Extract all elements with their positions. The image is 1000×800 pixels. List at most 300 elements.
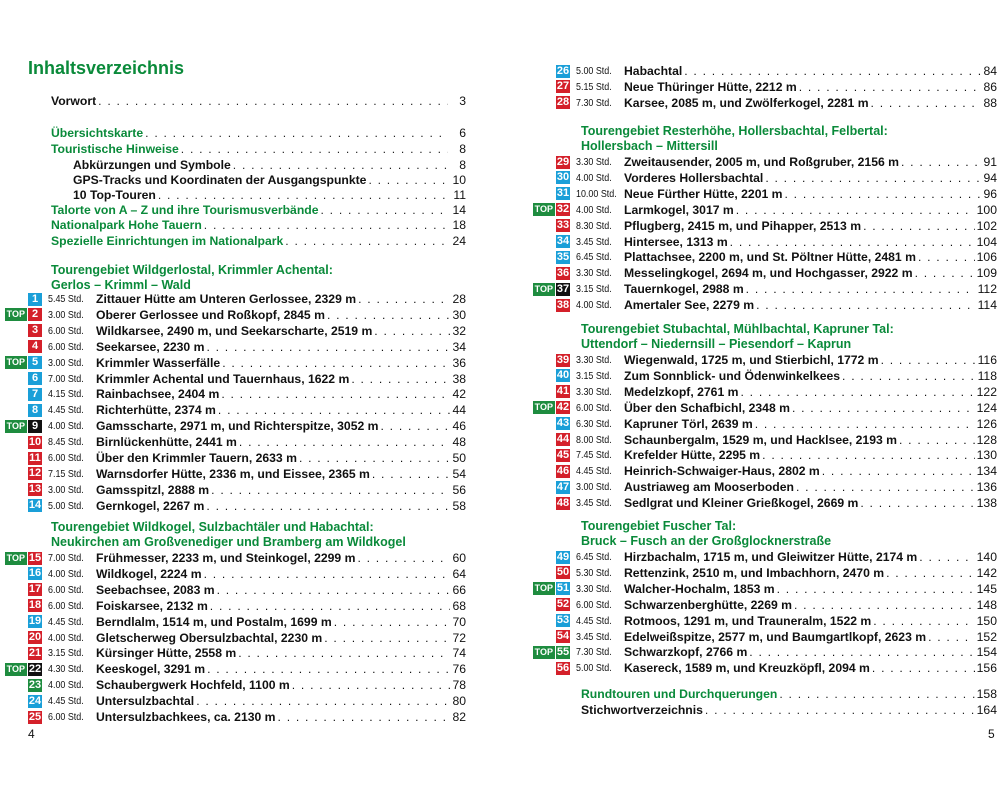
- leader-dots: [873, 613, 974, 629]
- tour-name: Austriaweg am Mooserboden: [624, 480, 794, 495]
- tour-badge: [2, 599, 48, 612]
- leader-dots: [327, 307, 451, 323]
- tour-page: 118: [977, 368, 997, 383]
- tour-badge: [2, 308, 48, 321]
- tour-entry: [2, 402, 466, 418]
- tour-number: 38: [556, 298, 570, 311]
- tour-number: 43: [556, 417, 570, 430]
- leader-dots: [901, 154, 981, 170]
- tour-badge: [530, 598, 576, 611]
- leader-dots: [285, 233, 448, 249]
- top-tour-badge: TOP: [534, 402, 553, 413]
- tour-page: 140: [976, 550, 997, 564]
- toc-entry-label: Vorwort: [51, 94, 97, 108]
- tour-entry: [530, 549, 997, 565]
- tour-badge: [2, 615, 48, 628]
- toc-entry-page: 11: [453, 188, 466, 202]
- tour-number: 56: [556, 661, 570, 674]
- tour-name: Medelzkopf, 2761 m: [624, 384, 739, 399]
- top-tour-badge: TOP: [534, 646, 553, 657]
- tour-number: 30: [556, 171, 570, 184]
- leader-dots: [756, 297, 975, 313]
- tour-number: 2: [28, 308, 42, 321]
- leader-dots: [777, 581, 975, 597]
- tour-badge: [530, 401, 576, 414]
- tour-entry: [530, 644, 997, 660]
- tour-duration: 3.00 Std.: [576, 481, 612, 494]
- top-tour-badge: TOP: [534, 583, 553, 594]
- leader-dots: [755, 416, 975, 432]
- leader-dots: [196, 693, 450, 709]
- tour-page: 32: [452, 323, 466, 338]
- tour-page: 138: [976, 496, 997, 511]
- tour-duration: 5.00 Std.: [576, 662, 612, 675]
- tour-name: Krimmler Achental und Tauernhaus, 1622 m: [96, 371, 350, 386]
- leader-dots: [822, 463, 975, 479]
- tour-badge: [2, 631, 48, 644]
- leader-dots: [217, 582, 451, 598]
- region-heading: Tourengebiet Fuscher Tal:: [581, 519, 737, 533]
- leader-dots: [158, 187, 448, 203]
- tour-number: 35: [556, 250, 570, 263]
- tour-page: 78: [452, 678, 466, 693]
- leader-dots: [792, 400, 975, 416]
- tour-duration: 7.00 Std.: [48, 372, 84, 385]
- tour-duration: 3.15 Std.: [576, 283, 612, 296]
- tour-duration: 3.30 Std.: [576, 267, 612, 280]
- tour-badge: [530, 80, 576, 93]
- toc-entry-label: Abkürzungen und Symbole: [73, 158, 231, 172]
- tour-number: 5: [28, 356, 42, 369]
- tour-number: 44: [556, 433, 570, 445]
- tour-duration: 3.00 Std.: [48, 483, 84, 496]
- tour-duration: 4.00 Std.: [48, 679, 84, 692]
- tour-duration: 3.30 Std.: [576, 582, 612, 595]
- tour-number: 34: [556, 235, 570, 247]
- tour-entry: [530, 416, 997, 432]
- leader-dots: [730, 234, 975, 250]
- tour-name: Seebachsee, 2083 m: [96, 582, 215, 597]
- tour-entry: [2, 339, 466, 355]
- tour-page: 114: [977, 298, 997, 313]
- tour-duration: 4.45 Std.: [576, 614, 612, 627]
- tour-name: Seekarsee, 2230 m: [96, 339, 205, 354]
- toc-entry-label: Übersichtskarte: [51, 126, 144, 140]
- tour-duration: 6.00 Std.: [48, 583, 84, 596]
- leader-dots: [181, 141, 448, 157]
- leader-dots: [299, 450, 450, 466]
- tour-page: 68: [452, 598, 466, 613]
- tour-page: 34: [452, 339, 466, 354]
- tour-duration: 8.30 Std.: [576, 219, 612, 232]
- tour-name: Wiegenwald, 1725 m, und Stierbichl, 1772 m: [624, 353, 879, 367]
- tour-duration: 5.45 Std.: [48, 293, 84, 305]
- tour-duration: 6.30 Std.: [576, 417, 612, 430]
- toc-entry: [581, 702, 997, 718]
- region-subheading: Uttendorf – Niedernsill – Piesendorf – Kaprun: [581, 337, 852, 351]
- tour-duration: 3.45 Std.: [576, 630, 612, 643]
- tour-number: 21: [28, 646, 42, 659]
- leader-dots: [321, 202, 449, 218]
- tour-number: 37: [556, 282, 570, 295]
- leader-dots: [899, 432, 975, 448]
- tour-badge: [2, 695, 48, 708]
- tour-duration: 7.30 Std.: [576, 646, 612, 659]
- toc-entry-page: 8: [459, 158, 466, 172]
- tour-name: Edelweißspitze, 2577 m, und Baumgartlkopf, 2623 m: [624, 629, 927, 644]
- tour-name: Hintersee, 1313 m: [624, 234, 728, 249]
- tour-name: Über den Schafbichl, 2348 m: [624, 400, 790, 415]
- tour-entry: [2, 709, 466, 725]
- tour-number: 29: [556, 155, 570, 168]
- tour-page: 109: [976, 266, 997, 281]
- tour-page: 28: [452, 292, 466, 306]
- tour-entry: [530, 629, 997, 645]
- tour-number: 15: [28, 551, 42, 564]
- toc-entry-page: 8: [459, 142, 466, 156]
- tour-entry: [530, 63, 997, 79]
- tour-entry: [530, 581, 997, 597]
- tour-number: 9: [28, 420, 42, 433]
- tour-name: Rettenzink, 2510 m, und Imbachhorn, 2470 m: [624, 565, 885, 580]
- tour-name: Oberer Gerlossee und Roßkopf, 2845 m: [96, 307, 325, 322]
- tour-entry: [2, 693, 466, 709]
- toc-entry-page: 164: [976, 703, 997, 717]
- leader-dots: [799, 79, 982, 95]
- tour-name: Kapruner Törl, 2639 m: [624, 416, 753, 431]
- tour-entry: [2, 307, 466, 323]
- tour-page: 112: [977, 282, 997, 297]
- tour-entry: [530, 660, 997, 676]
- tour-duration: 6.00 Std.: [576, 598, 612, 611]
- tour-number: 45: [556, 448, 570, 461]
- tour-page: 148: [976, 597, 997, 612]
- tour-badge: [2, 372, 48, 385]
- page-title: Inhaltsverzeichnis: [28, 58, 185, 78]
- tour-entry: [530, 95, 997, 111]
- tour-number: 24: [28, 694, 42, 707]
- tour-entry: [530, 352, 997, 368]
- tour-badge: [530, 219, 576, 232]
- tour-duration: 5.30 Std.: [576, 566, 612, 579]
- tour-page: 124: [976, 400, 997, 415]
- leader-dots: [919, 549, 974, 565]
- tour-name: Amertaler See, 2279 m: [624, 298, 755, 313]
- leader-dots: [705, 702, 975, 718]
- tour-duration: 6.45 Std.: [576, 251, 612, 264]
- tour-name: Rainbachsee, 2404 m: [96, 387, 220, 402]
- tour-entry: [530, 218, 997, 234]
- tour-duration: 4.00 Std.: [48, 567, 84, 580]
- tour-name: Zweitausender, 2005 m, und Roßgruber, 2156 m: [624, 155, 899, 169]
- tour-page: 96: [983, 186, 997, 201]
- tour-number: 33: [556, 219, 570, 232]
- tour-entry: [2, 466, 466, 482]
- tour-entry: [2, 434, 466, 450]
- tour-badge: [530, 96, 576, 109]
- tour-name: Schwarzenberghütte, 2269 m: [624, 597, 792, 612]
- tour-page: 86: [983, 79, 997, 94]
- tour-name: Krimmler Wasserfälle: [96, 355, 221, 370]
- tour-badge: [530, 187, 576, 200]
- tour-name: Gernkogel, 2267 m: [96, 498, 205, 513]
- tour-duration: 7.15 Std.: [48, 467, 84, 480]
- tour-duration: 5.00 Std.: [48, 499, 84, 512]
- tour-number: 23: [28, 678, 42, 691]
- leader-dots: [218, 402, 451, 418]
- tour-page: 42: [452, 387, 466, 402]
- tour-name: Heinrich-Schwaiger-Haus, 2802 m: [624, 464, 820, 479]
- tour-duration: 4.00 Std.: [48, 420, 84, 433]
- tour-number: 49: [556, 550, 570, 563]
- tour-number: 55: [556, 645, 570, 658]
- leader-dots: [863, 218, 975, 234]
- tour-entry: [2, 566, 466, 582]
- tour-page: 156: [976, 661, 997, 676]
- leader-dots: [238, 645, 450, 661]
- toc-entry-page: 6: [459, 126, 466, 140]
- region-subheading: Gerlos – Krimml – Wald: [51, 278, 191, 292]
- tour-badge: [530, 65, 576, 78]
- leader-dots: [842, 368, 976, 384]
- tour-duration: 7.30 Std.: [576, 96, 612, 109]
- tour-badge: [530, 354, 576, 367]
- tour-duration: 4.30 Std.: [48, 663, 84, 676]
- toc-entry-label: 10 Top-Touren: [73, 188, 156, 202]
- tour-duration: 6.45 Std.: [576, 551, 612, 563]
- tour-duration: 4.00 Std.: [576, 171, 612, 184]
- tour-name: Neue Fürther Hütte, 2201 m: [624, 186, 783, 201]
- tour-entry: [2, 418, 466, 434]
- leader-dots: [736, 202, 975, 218]
- tour-page: 128: [976, 432, 997, 447]
- leader-dots: [358, 291, 450, 307]
- leader-dots: [740, 384, 974, 400]
- leader-dots: [796, 479, 975, 495]
- tour-entry: [530, 368, 997, 384]
- tour-entry: [530, 202, 997, 218]
- tour-badge: [2, 499, 48, 512]
- page-number: 4: [28, 727, 35, 741]
- tour-page: 126: [976, 416, 997, 431]
- tour-number: 28: [556, 96, 570, 109]
- toc-entry-label: Rundtouren und Durchquerungen: [581, 687, 778, 701]
- tour-page: 74: [452, 646, 466, 661]
- toc-entry: [73, 172, 466, 188]
- tour-number: 6: [28, 372, 42, 385]
- tour-page: 122: [976, 384, 997, 399]
- toc-entry-label: GPS-Tracks und Koordinaten der Ausgangspunkte: [73, 173, 367, 187]
- tour-page: 145: [976, 581, 997, 596]
- tour-duration: 3.45 Std.: [576, 497, 612, 510]
- leader-dots: [886, 565, 975, 581]
- tour-badge: [2, 552, 48, 565]
- tour-number: 18: [28, 599, 42, 612]
- leader-dots: [206, 339, 450, 355]
- toc-entry: [51, 217, 466, 233]
- tour-entry: [530, 384, 997, 400]
- tour-entry: [530, 154, 997, 170]
- tour-number: 53: [556, 614, 570, 627]
- tour-number: 48: [556, 496, 570, 509]
- leader-dots: [98, 93, 448, 109]
- toc-entry-label: Nationalpark Hohe Tauern: [51, 218, 202, 232]
- region-subheading: Hollersbach – Mittersill: [581, 139, 718, 153]
- tour-number: 10: [28, 435, 42, 448]
- tour-badge: [2, 452, 48, 465]
- tour-duration: 4.45 Std.: [48, 615, 84, 628]
- region-heading: Tourengebiet Wildkogel, Sulzbachtäler und Habachtal:: [51, 520, 374, 534]
- toc-entry-page: 158: [976, 687, 997, 701]
- tour-name: Berndlalm, 1514 m, und Postalm, 1699 m: [96, 614, 332, 629]
- tour-page: 38: [452, 371, 466, 386]
- leader-dots: [915, 265, 975, 281]
- tour-number: 54: [556, 630, 570, 642]
- tour-badge: [2, 663, 48, 676]
- tour-duration: 6.00 Std.: [48, 452, 84, 464]
- tour-badge: [2, 436, 48, 449]
- tour-number: 27: [556, 80, 570, 93]
- region-subheading: Neukirchen am Großvenediger und Bramberg am Wildkogel: [51, 535, 406, 549]
- tour-name: Untersulzbachkees, ca. 2130 m: [96, 710, 276, 724]
- tour-name: Walcher-Hochalm, 1853 m: [624, 581, 775, 596]
- tour-number: 13: [28, 483, 42, 496]
- region-heading: Tourengebiet Resterhöhe, Hollersbachtal, Felbertal:: [581, 124, 888, 138]
- tour-number: 51: [556, 582, 570, 595]
- tour-entry: [530, 170, 997, 186]
- tour-page: 36: [452, 355, 466, 370]
- tour-duration: 6.00 Std.: [48, 340, 84, 353]
- tour-badge: [2, 483, 48, 496]
- tour-page: 94: [983, 170, 997, 185]
- tour-duration: 6.00 Std.: [576, 401, 612, 414]
- tour-duration: 6.00 Std.: [48, 711, 84, 723]
- toc-entry-label: Stichwortverzeichnis: [581, 703, 703, 717]
- tour-name: Messelingkogel, 2694 m, und Hochgasser, 2922 m: [624, 266, 913, 281]
- tour-badge: [2, 583, 48, 596]
- tour-entry: [530, 447, 997, 463]
- leader-dots: [684, 63, 981, 79]
- tour-number: 16: [28, 567, 42, 580]
- tour-duration: 3.30 Std.: [576, 354, 612, 366]
- leader-dots: [233, 157, 448, 173]
- tour-name: Schaunbergalm, 1529 m, und Hacklsee, 2193 m: [624, 432, 897, 447]
- tour-badge: [2, 679, 48, 692]
- leader-dots: [860, 495, 974, 511]
- tour-entry: [2, 582, 466, 598]
- tour-entry: [530, 432, 997, 448]
- leader-dots: [749, 644, 974, 660]
- tour-duration: 5.00 Std.: [576, 65, 612, 77]
- tour-duration: 3.30 Std.: [576, 156, 612, 168]
- tour-name: Wildkogel, 2224 m: [96, 566, 202, 581]
- tour-page: 48: [452, 435, 466, 450]
- toc-entry: [73, 157, 466, 173]
- tour-badge: [530, 481, 576, 494]
- tour-number: 4: [28, 340, 42, 353]
- leader-dots: [762, 447, 975, 463]
- tour-number: 17: [28, 583, 42, 596]
- leader-dots: [210, 598, 451, 614]
- tour-name: Kürsinger Hütte, 2558 m: [96, 646, 237, 661]
- tour-page: 106: [976, 250, 997, 265]
- tour-page: 130: [976, 448, 997, 463]
- tour-number: 31: [556, 187, 570, 200]
- tour-name: Vorderes Hollersbachtal: [624, 170, 764, 185]
- tour-entry: [2, 323, 466, 339]
- toc-entry: [51, 233, 466, 249]
- tour-entry: [530, 234, 997, 250]
- toc-entry: [51, 93, 466, 109]
- leader-dots: [779, 686, 974, 702]
- tour-badge: [530, 646, 576, 659]
- top-tour-badge: TOP: [534, 204, 553, 215]
- leader-dots: [872, 660, 975, 676]
- tour-entry: [2, 630, 466, 646]
- tour-badge: [530, 156, 576, 169]
- tour-duration: 3.15 Std.: [48, 647, 84, 660]
- tour-duration: 3.30 Std.: [576, 385, 612, 398]
- tour-entry: [2, 291, 466, 307]
- leader-dots: [278, 709, 451, 725]
- tour-badge: [530, 566, 576, 579]
- tour-badge: [2, 404, 48, 417]
- tour-entry: [2, 598, 466, 614]
- tour-badge: [530, 369, 576, 382]
- tour-number: 20: [28, 631, 42, 643]
- tour-number: 52: [556, 598, 570, 611]
- tour-entry: [2, 371, 466, 387]
- tour-page: 60: [452, 551, 466, 565]
- tour-page: 150: [976, 613, 997, 628]
- tour-name: Birnlückenhütte, 2441 m: [96, 435, 237, 450]
- tour-page: 134: [976, 464, 997, 479]
- leader-dots: [374, 323, 450, 339]
- tour-name: Gletscherweg Obersulzbachtal, 2230 m: [96, 630, 323, 645]
- tour-name: Plattachsee, 2200 m, und St. Pöltner Hütte, 2481 m: [624, 250, 916, 265]
- tour-duration: 8.00 Std.: [576, 433, 612, 446]
- tour-number: 14: [28, 499, 42, 512]
- tour-name: Foiskarsee, 2132 m: [96, 598, 208, 613]
- leader-dots: [351, 371, 450, 387]
- top-tour-badge: TOP: [534, 283, 553, 294]
- tour-entry: [2, 482, 466, 498]
- tour-page: 46: [452, 419, 466, 434]
- tour-badge: [530, 283, 576, 296]
- tour-duration: 4.15 Std.: [48, 388, 84, 401]
- tour-page: 56: [452, 482, 466, 497]
- tour-name: Gamsscharte, 2971 m, und Richterspitze, 3052 m: [96, 419, 379, 434]
- tour-duration: 5.15 Std.: [576, 80, 612, 93]
- toc-entry: [51, 125, 466, 141]
- tour-duration: 4.00 Std.: [48, 631, 84, 644]
- tour-entry: [2, 498, 466, 514]
- tour-entry: [530, 281, 997, 297]
- tour-entry: [530, 297, 997, 313]
- tour-duration: 4.00 Std.: [576, 203, 612, 216]
- tour-duration: 4.45 Std.: [48, 404, 84, 417]
- tour-duration: 7.00 Std.: [48, 552, 84, 564]
- tour-name: Richterhütte, 2374 m: [96, 403, 216, 418]
- tour-name: Keeskogel, 3291 m: [96, 662, 206, 677]
- leader-dots: [334, 614, 451, 630]
- tour-entry: [2, 355, 466, 371]
- tour-page: 82: [452, 710, 466, 724]
- leader-dots: [324, 630, 450, 646]
- leader-dots: [372, 466, 451, 482]
- tour-badge: [530, 614, 576, 627]
- leader-dots: [928, 629, 975, 645]
